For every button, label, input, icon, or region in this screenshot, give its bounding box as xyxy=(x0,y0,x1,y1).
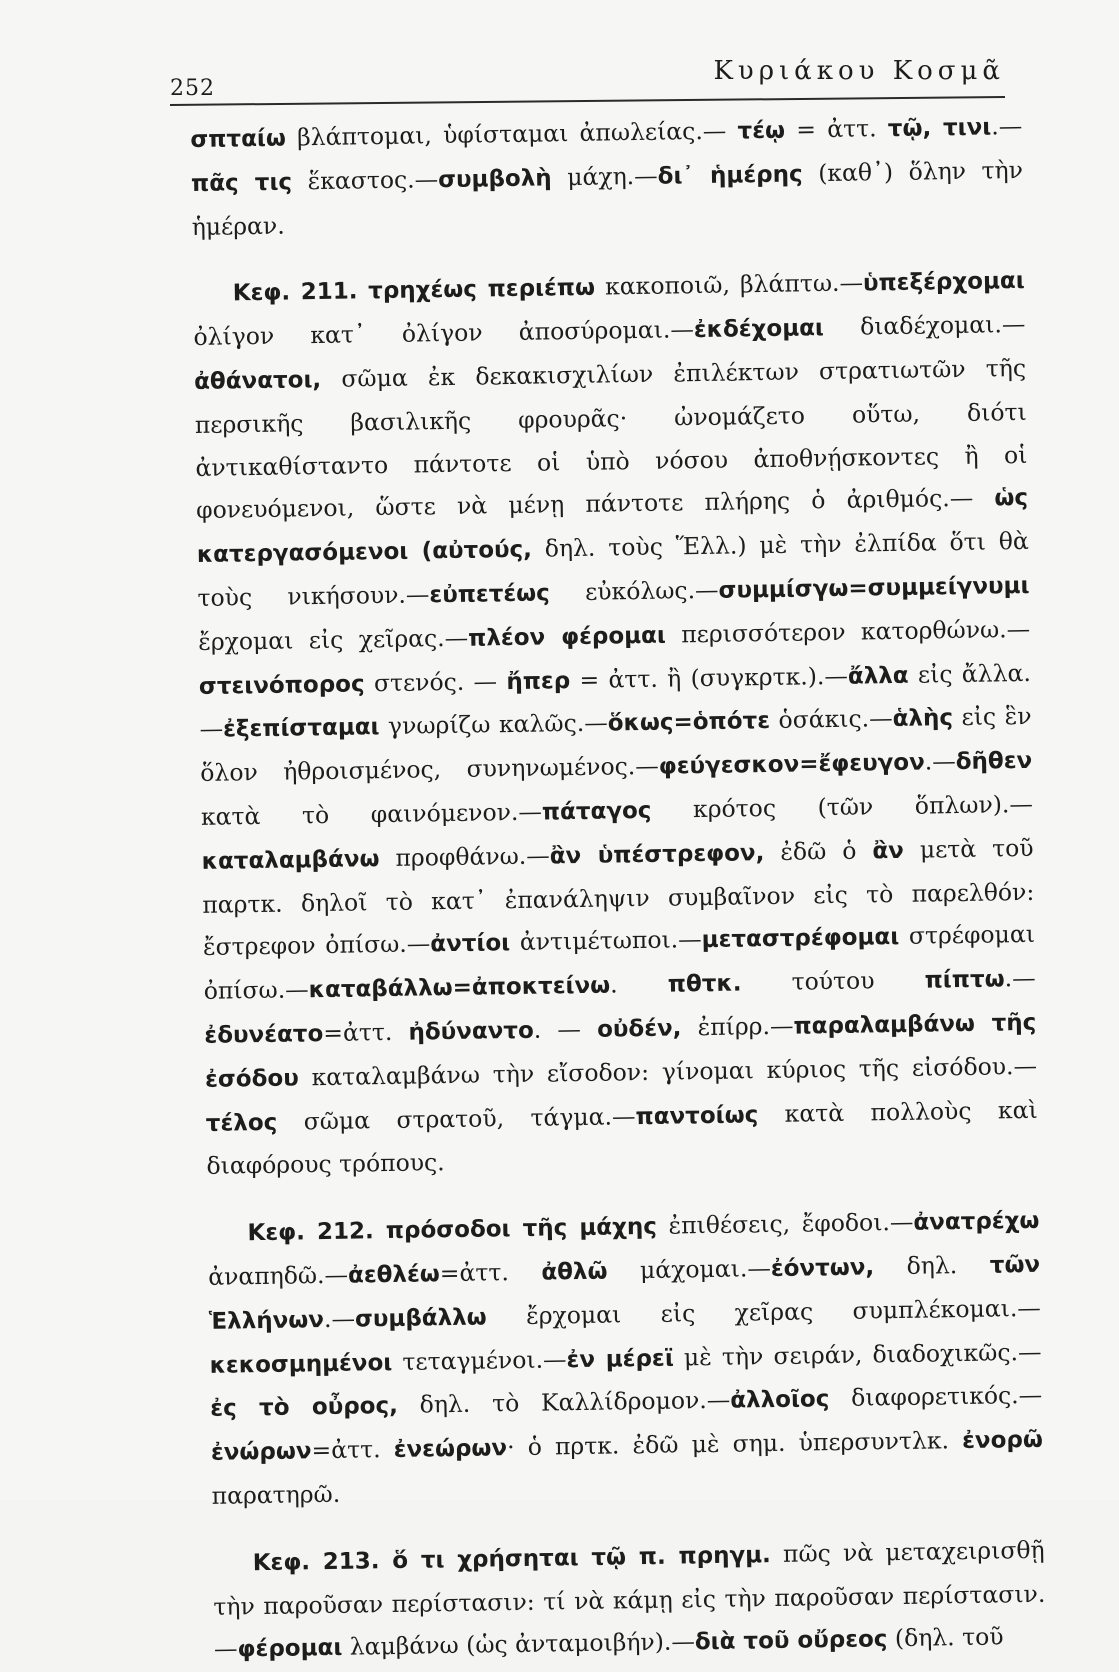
page-header xyxy=(170,52,1005,101)
gloss: ἀντιμέτωποι.— xyxy=(509,925,702,957)
lemma: ἂν xyxy=(872,837,905,865)
gloss: .— xyxy=(1004,963,1036,993)
gloss: δηλ. xyxy=(873,1250,990,1281)
gloss: κακοποιῶ, βλάπτω.— xyxy=(594,268,864,302)
lemma: ἀθάνατοι, xyxy=(193,366,322,395)
lemma: πθτκ. xyxy=(667,970,742,998)
lemma: φεύγεσκον=ἔφευγον xyxy=(658,749,925,780)
lemma: ἐνώρων xyxy=(210,1438,312,1466)
lemma: φέρομαι xyxy=(237,1635,343,1663)
gloss: μετὰ τοῦ παρτκ. δηλοῖ τὸ κατ᾿ ἐπανάληψιν συμβαῖνον εἰς τὸ παρελθόν: ἔστρεφον ὀπίσω.— xyxy=(202,833,1035,962)
gloss: παρατηρῶ. xyxy=(211,1479,341,1510)
lemma: ἐν μέρεϊ xyxy=(566,1345,674,1373)
gloss: καταλαμβάνω τὴν εἴσοδον: γίνομαι κύριος τῆς εἰσόδου.— xyxy=(298,1051,1038,1092)
lemma: ὑπεξέρχομαι xyxy=(862,268,1025,297)
gloss: τεταγμένοι.— xyxy=(391,1344,567,1376)
gloss: ἕκαστος.— xyxy=(291,164,439,196)
lemma: ἐκδέχομαι xyxy=(693,315,825,344)
lemma: ἂν ὑπέστρεφον, xyxy=(549,839,765,870)
lemma: στεινόπορος xyxy=(198,670,365,700)
gloss: ἐπίρρ.— xyxy=(681,1011,794,1042)
gloss: . — xyxy=(533,1014,598,1044)
lemma: τῶν Ἑλλήνων xyxy=(208,1251,1041,1335)
lemma: ὅκως=ὁπότε xyxy=(607,708,771,737)
lemma: σπταίω xyxy=(190,125,287,153)
lemma: ἐόντων, xyxy=(770,1254,875,1282)
lemma: πάταγος xyxy=(541,797,652,826)
gloss: εἰς ἄλλα.— xyxy=(199,658,1032,744)
lemma: Κεφ. 211. τρηχέως περιέπω xyxy=(232,275,596,307)
gloss: .— xyxy=(991,111,1023,141)
lemma: ἐξεπίσταμαι xyxy=(222,714,380,743)
lemma: πᾶς τις xyxy=(190,169,293,197)
chapter-211 xyxy=(192,259,1038,1188)
gloss: ὀλίγον κατ᾿ ὀλίγον ἀποσύρομαι.— xyxy=(193,315,695,352)
lemma: παντοίως xyxy=(635,1101,759,1130)
chapter-213 xyxy=(212,1528,1046,1671)
gloss: λαμβάνω (ὡς ἀνταμοιβήν).— xyxy=(342,1627,696,1662)
lemma: πλέον φέρομαι xyxy=(467,622,667,652)
gloss: δηλ. τὸ Καλλίδρομον.— xyxy=(397,1385,731,1420)
lemma: ἀντίοι xyxy=(430,930,511,958)
gloss: πῶς νὰ μεταχειρισθῇ τὴν παροῦσαν περίστασιν: τί νὰ κάμῃ εἰς τὴν παροῦσαν περίστασιν.— xyxy=(213,1535,1046,1664)
page-number: 252 xyxy=(170,76,215,101)
lemma: οὐδέν, xyxy=(596,1015,682,1043)
gloss: στενός. — xyxy=(364,666,507,697)
gloss: ἐδῶ ὁ xyxy=(764,836,873,866)
gloss: = ἀττ. xyxy=(784,114,889,144)
lemma: καταλαμβάνω xyxy=(201,845,380,875)
lemma: καταβάλλω=ἀποκτείνω xyxy=(308,972,611,1004)
lemma: ἄλλα xyxy=(847,662,909,690)
lemma: δι᾿ ἡμέρης xyxy=(657,161,803,190)
gloss: =ἀττ. xyxy=(439,1257,542,1288)
gloss: βλάπτομαι, ὑφίσταμαι ἀπωλείας.— xyxy=(285,116,738,152)
gloss: εἰς ἓν ὅλον ἠθροισμένος, συνηνωμένος.— xyxy=(200,702,1032,788)
lemma: διὰ τοῦ οὔρεος xyxy=(694,1626,888,1656)
gloss: μάχη.— xyxy=(551,161,658,192)
gloss: διαδέχομαι.— xyxy=(823,310,1026,342)
lemma: συμβάλλω xyxy=(354,1304,487,1333)
gloss: σῶμα στρατοῦ, τάγμα.— xyxy=(277,1101,636,1136)
gloss: τούτου xyxy=(741,965,925,997)
lemma: πίπτω xyxy=(924,966,1005,994)
lemma: Κεφ. 212. πρόσοδοι τῆς μάχης xyxy=(247,1213,658,1247)
gloss: .— xyxy=(924,747,956,776)
chapter-212 xyxy=(207,1199,1044,1518)
gloss: δηλ. τοὺς Ἕλλ.) μὲ τὴν ἐλπίδα ὅτι θὰ τοὺς νικήσουν.— xyxy=(197,527,1029,612)
lemma: Κεφ. 213. ὅ τι χρήσηται τῷ π. πρηγμ. xyxy=(252,1541,772,1576)
gloss: ἐπιθέσεις, ἔφοδοι.— xyxy=(656,1207,914,1240)
lemma: συμβολὴ xyxy=(437,165,552,193)
gloss: (δηλ. τοῦ xyxy=(887,1622,1004,1653)
lemma: ὡς κατεργασόμενοι (αὐτούς, xyxy=(196,485,1029,569)
gloss: σῶμα ἐκ δεκακισχιλίων ἐπιλέκτων στρατιωτῶν τῆς περσικῆς βασιλικῆς φρουρᾶς· ὠνομάζετο οὕτω, διότι ἀντικαθίσταντο πάντοτε οἱ ὑπὸ νόσου ἀποθνῄσκοντες ἢ οἱ φονευόμενοι, ὥστε νὰ μένῃ πάντοτε πλήρης ὁ ἀριθμός.— xyxy=(194,353,1028,525)
lemma: ἠδύναντο xyxy=(408,1017,535,1046)
gloss: στρέφομαι ὀπίσω.— xyxy=(203,920,1036,1006)
lemma: δῆθεν xyxy=(955,748,1033,776)
lemma: τέῳ xyxy=(737,117,786,145)
gloss: . xyxy=(609,969,668,999)
gloss: ἀναπηδῶ.— xyxy=(207,1260,349,1291)
lemma: ἤπερ xyxy=(506,667,571,695)
lemma: ἀεθλέω xyxy=(347,1261,441,1289)
gloss: προφθάνω.— xyxy=(379,841,550,872)
lemma: ἀθλῶ xyxy=(541,1258,608,1286)
gloss: ἔρχομαι εἰς χεῖρας συμπλέκομαι.— xyxy=(486,1293,1042,1331)
gloss: διαφορετικός.— xyxy=(829,1381,1043,1413)
gloss: .— xyxy=(323,1304,356,1333)
gloss: · ὁ πρτκ. ἐδῶ μὲ σημ. ὑπερσυντλκ. xyxy=(506,1426,963,1462)
commentary-text xyxy=(190,105,1046,1672)
lemma: ἐνεώρων xyxy=(393,1435,508,1464)
gloss: = ἀττ. ἢ (συγκρτκ.).— xyxy=(569,661,849,694)
gloss: =ἀττ. xyxy=(323,1017,409,1047)
running-head: Κυριάκου Κοσμᾶ xyxy=(713,56,1005,86)
gloss: ὁσάκις.— xyxy=(769,704,893,735)
lemma: ἀλλοῖος xyxy=(730,1386,830,1414)
lemma: ἐς τὸ οὖρος, xyxy=(210,1393,399,1423)
lemma: ἐνορῶ xyxy=(961,1426,1044,1455)
paragraph xyxy=(190,105,1024,248)
gloss: κατὰ πολλοὺς καὶ διαφόρους τρόπους. xyxy=(206,1095,1038,1181)
lemma: τῷ, τινι xyxy=(887,114,992,143)
lemma: τέλος xyxy=(205,1109,278,1137)
gloss: εὐκόλως.— xyxy=(549,575,719,607)
gloss: (καθ᾿) ὅλην τὴν ἡμέραν. xyxy=(191,155,1024,241)
lemma: κεκοσμημένοι xyxy=(209,1349,393,1379)
lemma: μεταστρέφομαι xyxy=(701,924,900,954)
gloss: περισσότερον κατορθώνω.— xyxy=(665,614,1031,649)
gloss: κρότος (τῶν ὅπλων).— xyxy=(651,789,1034,824)
lemma: παραλαμβάνω τῆς ἐσόδου xyxy=(204,1009,1037,1093)
lemma: ἐδυνέατο xyxy=(204,1020,324,1049)
gloss: γνωρίζω καλῶς.— xyxy=(379,708,608,741)
gloss: =ἀττ. xyxy=(311,1435,394,1465)
lemma: ἀνατρέχω xyxy=(913,1207,1040,1236)
gloss: ἔρχομαι εἰς χεῖρας.— xyxy=(198,623,469,656)
lemma: συμμίσγω=συμμείγνυμι xyxy=(718,572,1030,604)
gloss: κατὰ τὸ φαινόμενον.— xyxy=(200,797,543,831)
gloss: μάχομαι.— xyxy=(607,1253,772,1285)
gloss: μὲ τὴν σειράν, διαδοχικῶς.— xyxy=(673,1337,1042,1372)
lemma: ἁλὴς xyxy=(892,705,954,733)
lemma: εὐπετέως xyxy=(429,580,551,609)
